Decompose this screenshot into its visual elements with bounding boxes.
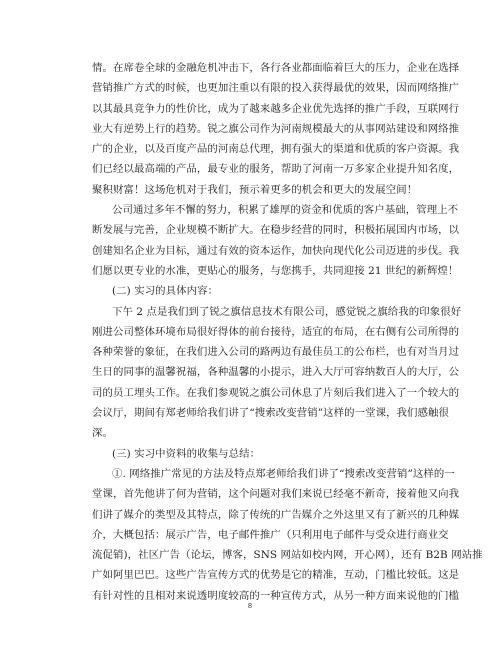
text-line: 司的员工埋头工作。在我们参观锐之旗公司休息了片刻后我们进入了一个较大的 <box>92 386 460 399</box>
text-line: 业大有逆势上行的趋势。锐之旗公司作为河南规模最大的从事网站建设和网络推 <box>92 122 460 135</box>
document-body <box>92 58 483 606</box>
text-line: ①. 网络推广常见的方法及特点郑老师给我们讲了“搜索改变营销”这样的一 <box>112 467 455 480</box>
text-line: (二) 实习的具体内容： <box>112 285 219 298</box>
text-line: 们已经以最高端的产品，最专业的服务，帮助了河南一万多家企业提升知名度， <box>92 163 460 176</box>
text-line: 情。在席卷全球的金融危机冲击下，各行各业都面临着巨大的压力，企业在选择 <box>92 62 460 74</box>
text-line: 介，大概包括：展示广告，电子邮件推广（只利用电子邮件与受众进行商业交 <box>92 528 449 541</box>
text-line: 们讲了媒介的类型及其特点，除了传统的广告媒介之外这里又有了新兴的几种媒 <box>92 508 460 521</box>
page-number: 8 <box>247 602 253 610</box>
text-line: 有针对性的且相对来说透明度较高的一种宣传方式，从另一种方面来说他的门槛 <box>92 589 460 602</box>
text-line: 广的企业，以及百度产品的河南总代理，拥有强大的渠道和优质的客户资源。我 <box>92 143 460 156</box>
text-line: 广如阿里巴巴。这些广告宣传方式的优势是它的精准，互动，门槛比较低。这是 <box>92 569 460 582</box>
text-line: 营销推广方式的时候，也更加注重以有限的投入获得最优的效果，因而网络推广 <box>92 82 460 95</box>
text-line: 创建知名企业为目标，通过有效的资本运作，加快向现代化公司迈进的步伐。我 <box>92 244 460 257</box>
text-line: 堂课，首先他讲了何为营销，这个问题对我们来说已经毫不新奇，接着他又向我 <box>92 488 460 501</box>
text-line: 下午 2 点是我们到了锐之旗信息技术有限公司，感觉锐之旗给我的印象很好 <box>112 305 462 318</box>
text-line: 们愿以更专业的水准，更贴心的服务，与您携手，共同迎接 21 世纪的新辉煌！ <box>92 264 459 277</box>
text-line: 公司通过多年不懈的努力，积累了雄厚的资金和优质的客户基础，管理上不 <box>112 204 459 217</box>
text-line: 各种荣誉的象征，在我们进入公司的路两边有最佳员工的公布栏，也有对当月过 <box>92 346 460 359</box>
text-line: 聚积财富！这场危机对于我们，预示着更多的机会和更大的发展空间！ <box>92 183 418 196</box>
text-line: 刚进公司整体环境布局很好得体的前台接待，适宜的布局，在右侧有公司所得的 <box>92 325 460 338</box>
text-line: 会议厅，期间有郑老师给我们讲了“搜索改变营销”这样的一堂课，我们感触很 <box>92 407 450 420</box>
text-line: (三) 实习中资料的收集与总结： <box>112 447 261 460</box>
text-line: 断发展与完善，企业规模不断扩大。在稳步经营的同时，积极拓展国内市场，以 <box>92 224 460 237</box>
text-line: 以其最具竞争力的性价比，成为了越来越多企业优先选择的推广手段，互联网行 <box>92 102 460 115</box>
text-line: 流促销)，社区广告（论坛，博客，SNS 网站如校内网，开心网），还有 B2B 网站推 <box>92 549 483 562</box>
text-line: 深。 <box>92 427 113 440</box>
text-line: 生日的同事的温馨祝福，各种温馨的小提示，进入大厅可容纳数百人的大厅，公 <box>92 366 460 379</box>
